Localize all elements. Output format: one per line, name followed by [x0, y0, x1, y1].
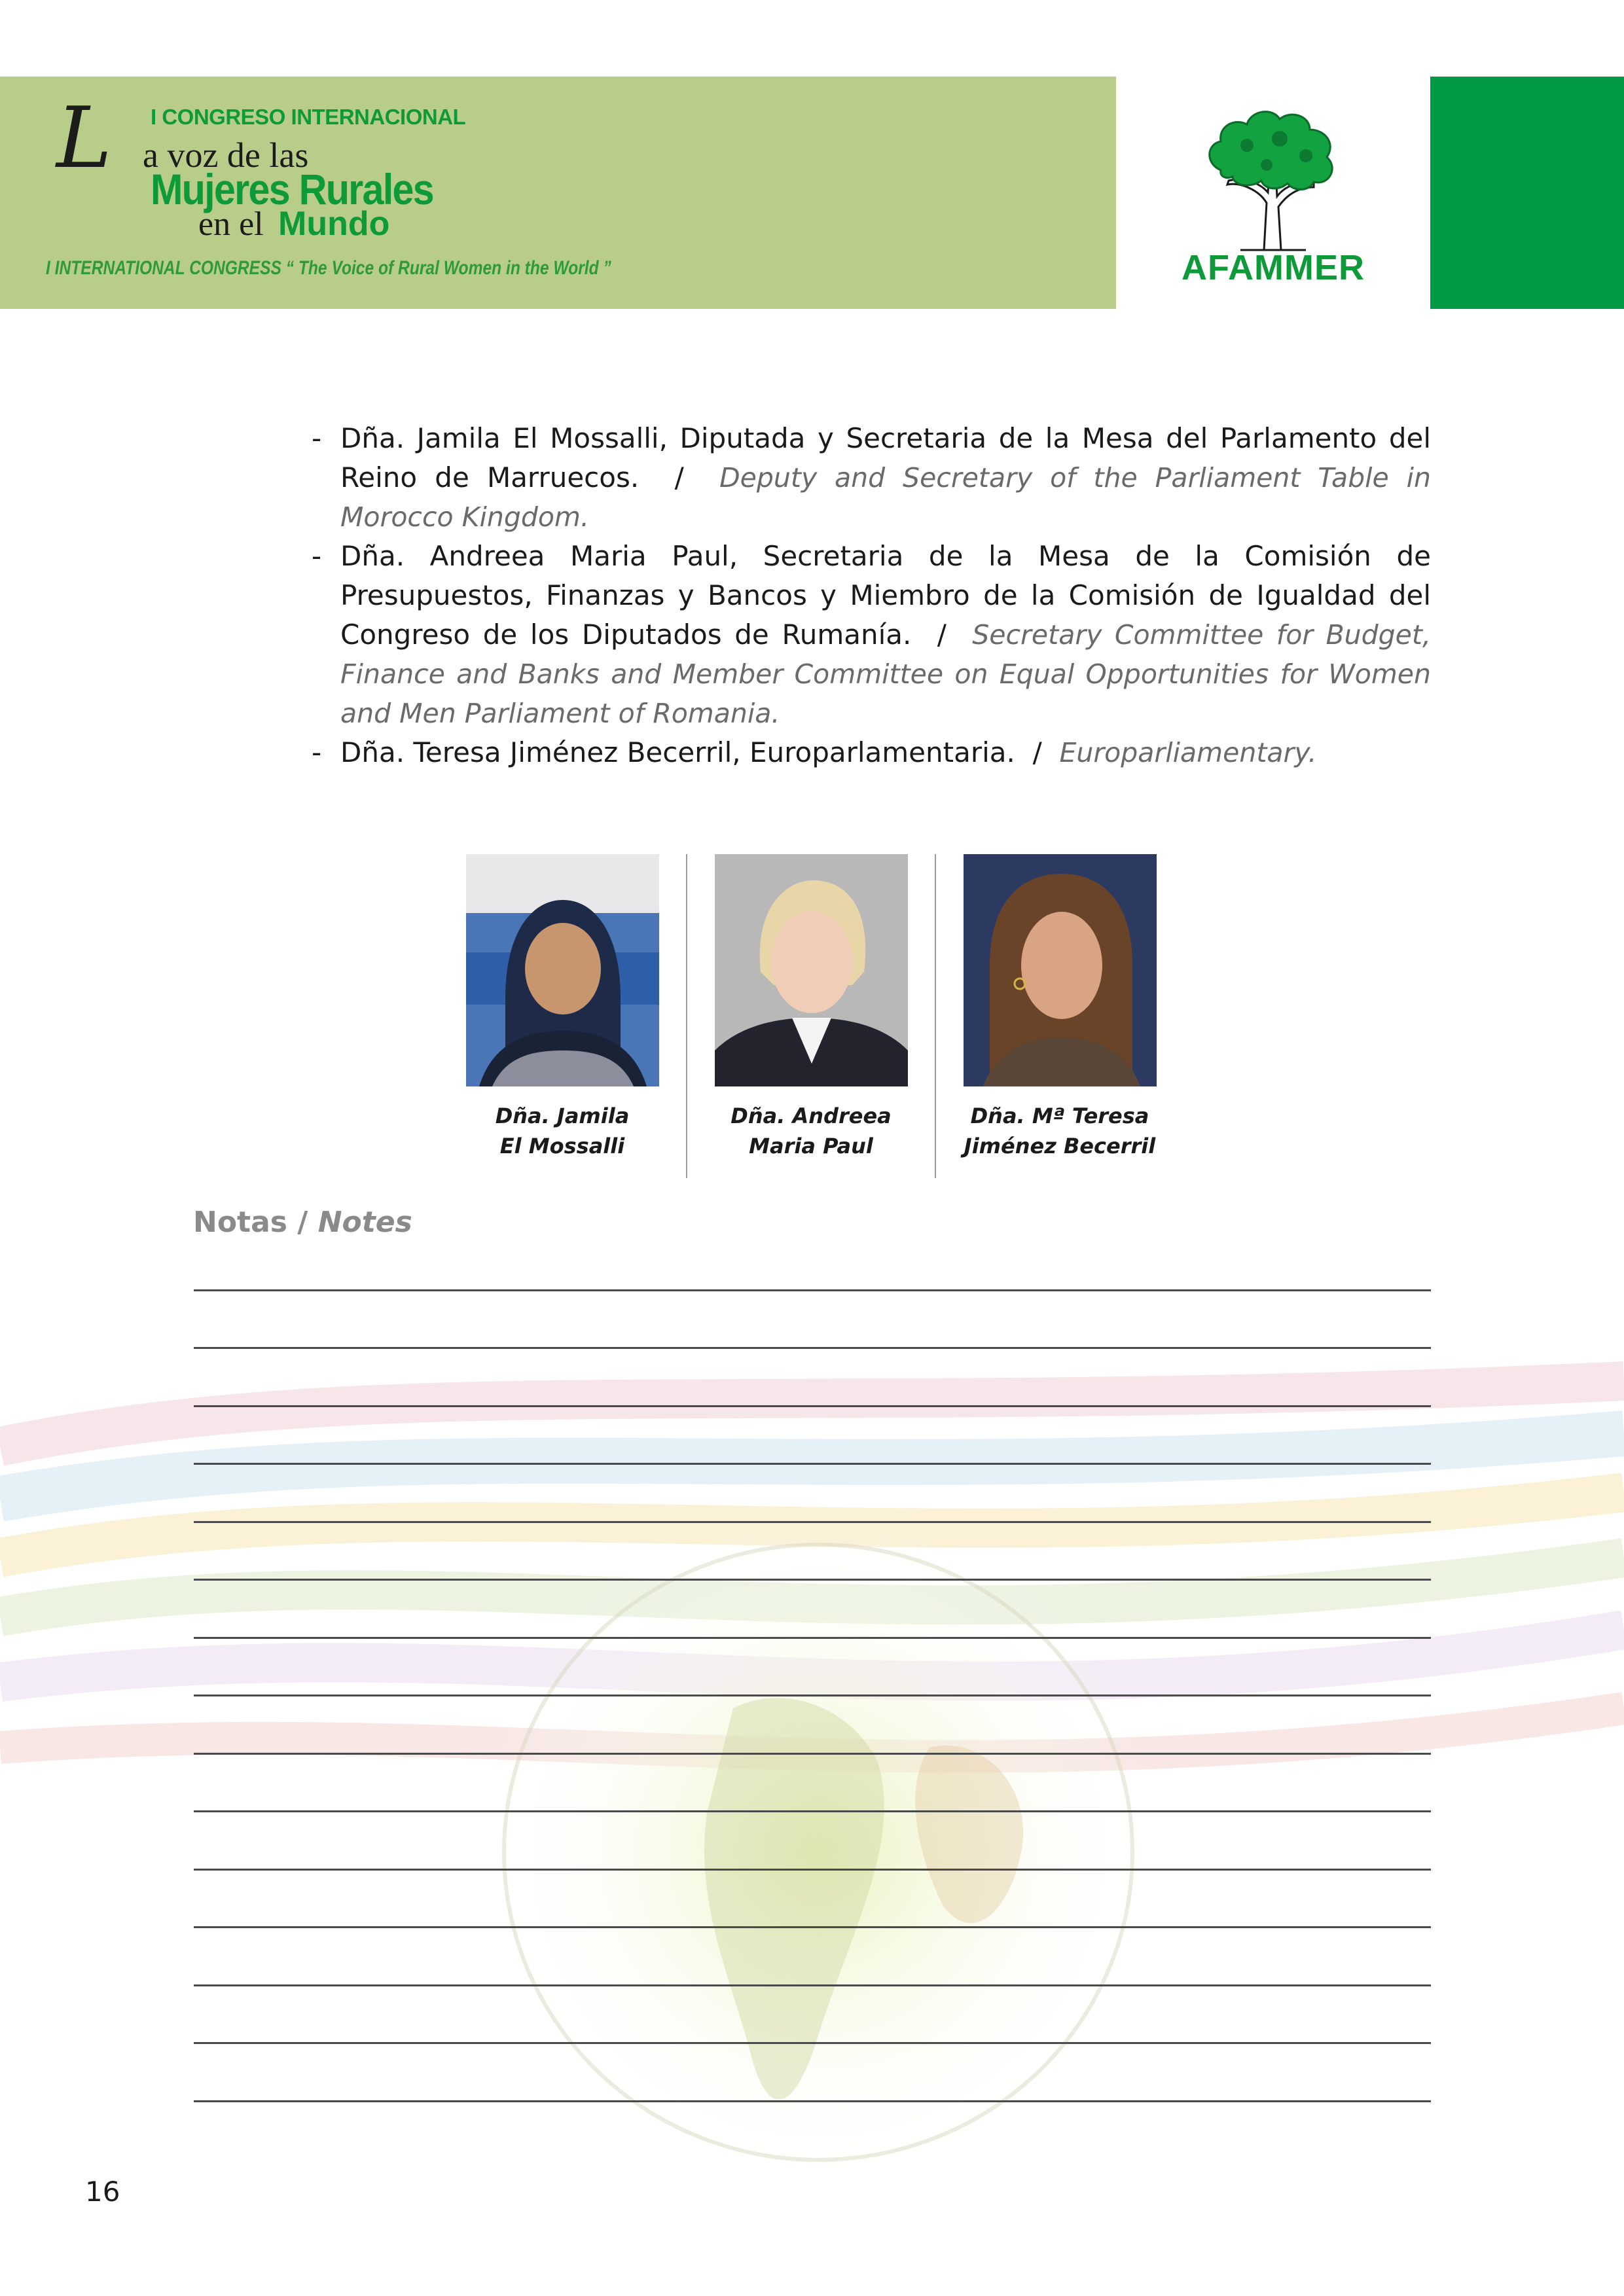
note-line — [194, 1869, 1431, 1871]
caption-line: Dña. Andreea — [731, 1103, 892, 1128]
note-line — [194, 1984, 1431, 1986]
note-line — [194, 2100, 1431, 2102]
background-globe-decoration — [0, 1342, 1624, 2296]
note-line — [194, 1579, 1431, 1581]
list-item — [312, 537, 1431, 733]
photo-divider — [935, 854, 936, 1178]
caption-line: Dña. Jamila — [495, 1103, 630, 1128]
congress-title-top: I CONGRESO INTERNACIONAL — [151, 105, 466, 129]
speaker-photo-andreea — [715, 854, 908, 1086]
photo-caption — [700, 1101, 922, 1161]
speakers-list — [312, 419, 1431, 772]
caption-line: El Mossalli — [499, 1134, 625, 1158]
notes-label-es: Notas — [193, 1206, 287, 1239]
note-line — [194, 1926, 1431, 1928]
congress-subtitle-en: I INTERNATIONAL CONGRESS “ The Voice of Rural Women in the World ” — [46, 257, 611, 279]
caption-line: Dña. Mª Teresa — [970, 1103, 1149, 1128]
speaker-description-es: Dña. Teresa Jiménez Becerril, Europarlamentaria. — [340, 736, 1015, 768]
note-line — [194, 2042, 1431, 2044]
title-en-el: en el — [198, 206, 264, 243]
note-line — [194, 1405, 1431, 1407]
speaker-description-en: Secretary Committee for Budget, Finance and Banks and Member Committee on Equal Opportunities for Women and Men Parliament of Romania. — [340, 619, 1431, 729]
list-item — [312, 419, 1431, 537]
photo-caption — [451, 1101, 674, 1161]
caption-line: Jiménez Becerril — [964, 1134, 1156, 1158]
separator: / — [674, 461, 684, 493]
speaker-photo-jamila — [466, 854, 659, 1086]
header-accent-block — [1430, 77, 1624, 309]
separator: / — [937, 619, 947, 651]
title-mujeres: Mujeres Rurales — [151, 165, 433, 213]
separator: / — [1032, 736, 1042, 768]
note-line — [194, 1637, 1431, 1639]
note-line — [194, 1521, 1431, 1523]
speaker-description-en: Deputy and Secretary of the Parliament Table in Morocco Kingdom. — [340, 462, 1432, 533]
speaker-description-es: Dña. Andreea Maria Paul, Secretaria de la Mesa de la Comisión de Presupuestos, Finanzas y Bancos y Miembro de la Comisión de Igualdad del Congreso de los Diputados de Rumanía. — [340, 540, 1431, 651]
notes-separator: / — [287, 1206, 318, 1239]
speaker-description-es: Dña. Jamila El Mossalli, Diputada y Secretaria de la Mesa del Parlamento del Reino de Marruecos. — [340, 422, 1431, 493]
title-mundo: Mundo — [278, 205, 390, 243]
note-line — [194, 1753, 1431, 1755]
notes-label-en: Notes — [317, 1206, 412, 1239]
speaker-description-en: Europarliamentary. — [1059, 737, 1317, 768]
note-line — [194, 1463, 1431, 1465]
note-line — [194, 1695, 1431, 1696]
brand-name: AFAMMER — [1182, 248, 1365, 287]
list-bullet: - — [312, 736, 322, 768]
photo-divider — [686, 854, 687, 1178]
title-voz: a voz de las — [143, 135, 309, 175]
speaker-photo-teresa — [964, 854, 1157, 1086]
note-line — [194, 1289, 1431, 1291]
title-initial: L — [56, 90, 112, 187]
tree-logo-icon — [1201, 105, 1342, 252]
notes-heading — [193, 1206, 412, 1239]
note-line — [194, 1810, 1431, 1812]
caption-line: Maria Paul — [749, 1134, 873, 1158]
list-bullet: - — [312, 540, 322, 572]
note-line — [194, 1347, 1431, 1349]
photo-caption — [948, 1101, 1171, 1161]
list-item — [312, 733, 1431, 772]
list-bullet: - — [312, 422, 322, 454]
page-number: 16 — [85, 2176, 120, 2208]
